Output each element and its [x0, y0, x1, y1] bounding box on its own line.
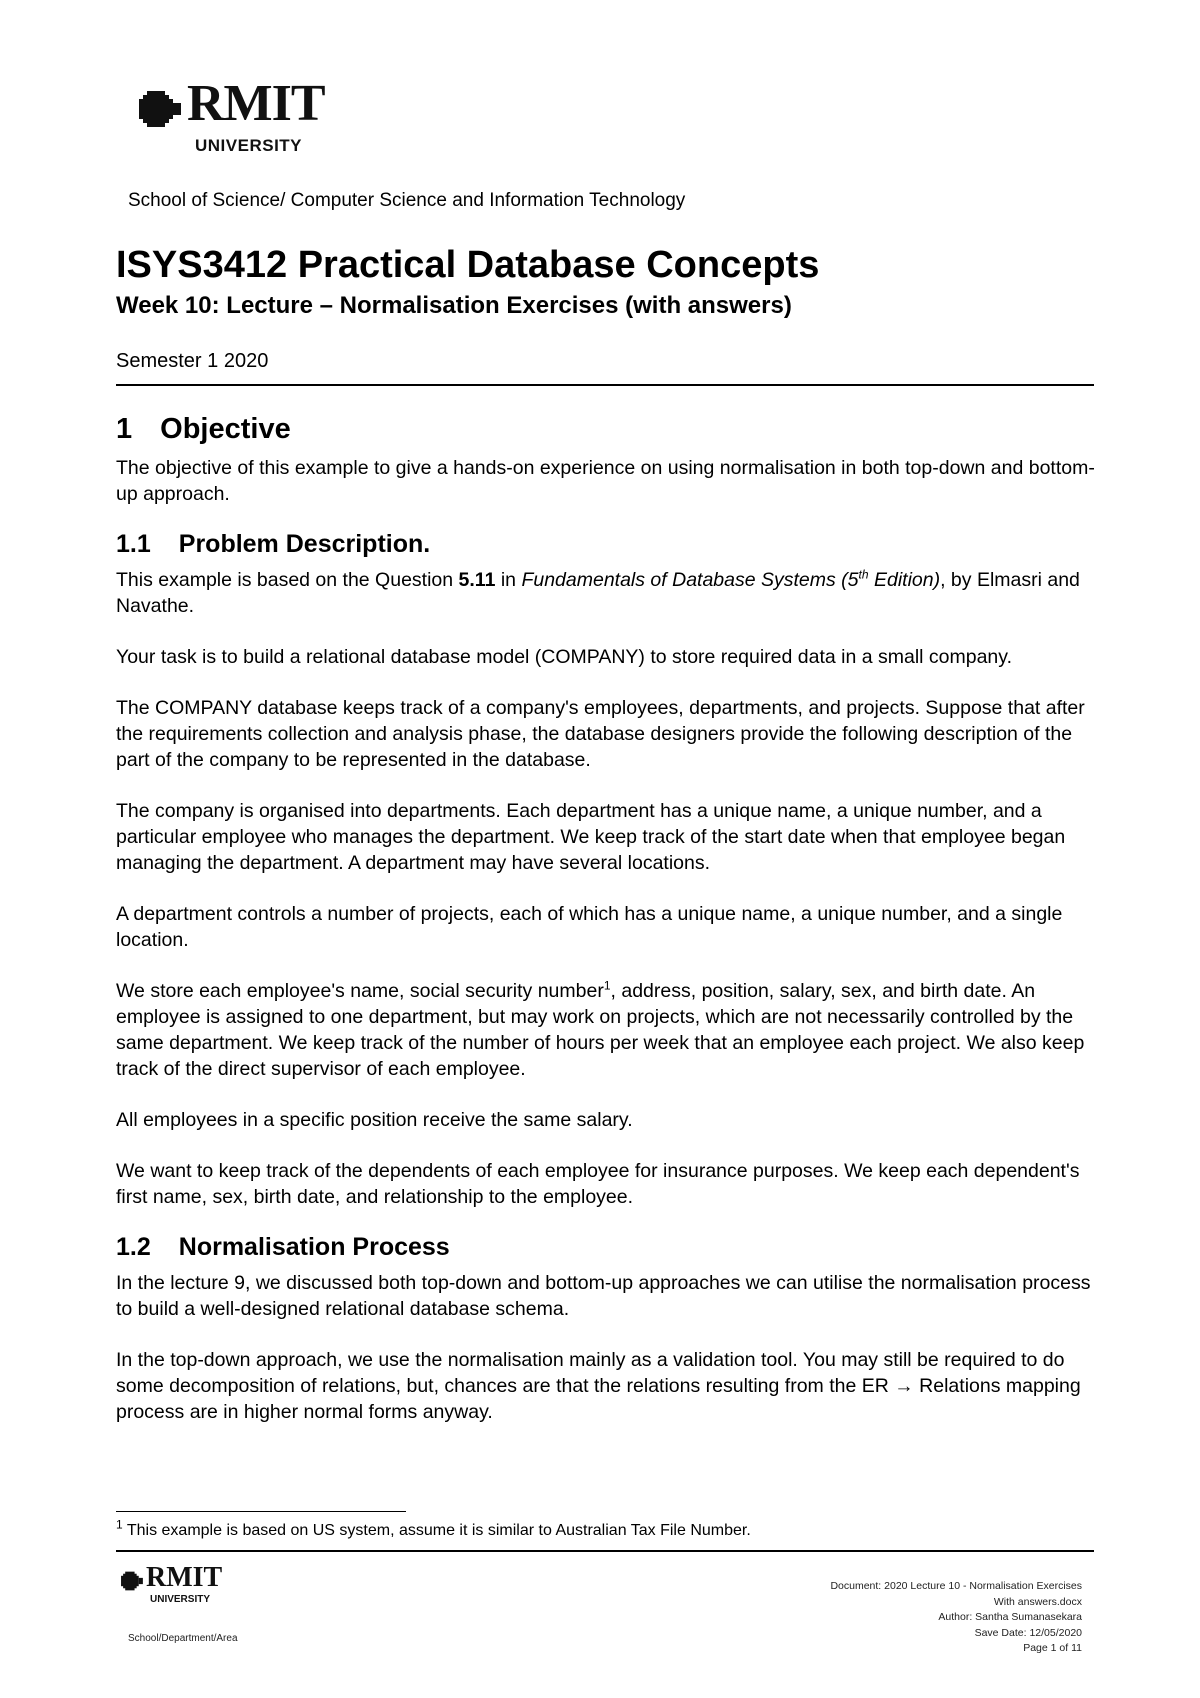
header-divider	[116, 384, 1094, 386]
lecture-subtitle: Week 10: Lecture – Normalisation Exercises (with answers)	[116, 292, 792, 319]
footnote	[116, 1517, 751, 1540]
text-run: , address, position, salary, sex, and birth date. An employee is assigned to one department, but may work on projects, which are not necessarily controlled by the same department. We keep track of the number of hours per week that an employee each project. We also keep track of the direct supervisor of each employee.	[116, 979, 1085, 1080]
section-number: 1	[116, 413, 133, 445]
text-run: In the top-down approach, we use the normalisation mainly as a validation tool. You may still be required to do some decomposition of relations, but, chances are that the relations resulting from the ER	[116, 1348, 1065, 1397]
footer-save-date: Save Date: 12/05/2020	[974, 1626, 1082, 1639]
footer-rmit-logo	[120, 1562, 260, 1618]
rmit-logo	[137, 75, 377, 156]
school-name: School of Science/ Computer Science and Information Technology	[128, 190, 686, 211]
logo-subtitle: UNIVERSITY	[195, 136, 303, 155]
problem-paragraph-source	[116, 567, 1096, 619]
footer-divider	[116, 1550, 1094, 1552]
semester-label: Semester 1 2020	[116, 350, 269, 372]
text-run: Fundamentals of Database Systems (5	[521, 568, 859, 591]
question-number: 5.11	[458, 568, 496, 591]
footer-department: School/Department/Area	[128, 1633, 238, 1644]
problem-paragraph-departments: The company is organised into departments. Each department has a unique name, a unique number, and a particular employee who manages the department. We keep track of the start date when that employee began managing the department. A department may have several locations.	[116, 799, 1066, 874]
process-paragraph-topdown	[116, 1347, 1096, 1425]
footer-page-number: Page 1 of 11	[1023, 1642, 1082, 1654]
footer-logo-wordmark: RMIT	[146, 1562, 223, 1593]
text-run: Edition)	[868, 568, 941, 591]
logo-wordmark: RMIT	[187, 75, 325, 132]
section-number: 1.1	[116, 529, 151, 558]
footnote-text: This example is based on US system, assume it is similar to Australian Tax File Number.	[122, 1522, 751, 1539]
problem-paragraph-salary: All employees in a specific position receive the same salary.	[116, 1108, 633, 1131]
section-number: 1.2	[116, 1232, 151, 1261]
footer-logo-subtitle: UNIVERSITY	[150, 1594, 211, 1605]
text-run: Relations mapping process are in higher normal forms anyway.	[116, 1374, 1081, 1423]
text-run: in	[495, 568, 522, 591]
text-run: This example is based on the Question	[116, 568, 459, 591]
footer-document-name: Document: 2020 Lecture 10 - Normalisation Exercises	[830, 1580, 1082, 1592]
section-title: Problem Description.	[178, 529, 431, 558]
rmit-pixel-mark-icon	[137, 89, 187, 129]
document-body	[116, 412, 1096, 1425]
problem-paragraph-task: Your task is to build a relational database model (COMPANY) to store required data in a small company.	[116, 645, 1013, 668]
text-run: , by Elmasri and Navathe.	[116, 568, 1080, 617]
section-problem-heading	[116, 529, 1096, 559]
problem-paragraph-employees	[116, 978, 1096, 1082]
right-arrow-icon: →	[894, 1374, 914, 1397]
footer-document-info	[830, 1579, 1082, 1657]
superscript: th	[858, 567, 869, 582]
course-title: ISYS3412 Practical Database Concepts	[116, 244, 820, 286]
rmit-pixel-mark-icon	[120, 1570, 146, 1592]
section-objective-heading	[116, 412, 1096, 447]
footnote-marker: 1	[116, 1517, 123, 1532]
objective-paragraph: The objective of this example to give a hands-on experience on using normalisation in both top-down and bottom-up approach.	[116, 456, 1095, 505]
problem-paragraph-company: The COMPANY database keeps track of a company's employees, departments, and projects. Suppose that after the requirements collection and analysis phase, the database designers provide the following description of the part of the company to be represented in the database.	[116, 696, 1085, 771]
section-title: Objective	[160, 413, 291, 445]
footer-document-name-cont: With answers.docx	[993, 1595, 1082, 1608]
section-process-heading	[116, 1232, 1096, 1262]
problem-paragraph-dependents: We want to keep track of the dependents of each employee for insurance purposes. We keep each dependent's first name, sex, birth date, and relationship to the employee.	[116, 1159, 1080, 1208]
footnote-divider	[116, 1511, 406, 1512]
text-run: We store each employee's name, social security number	[116, 979, 604, 1002]
book-title	[521, 569, 940, 591]
section-title: Normalisation Process	[178, 1232, 450, 1261]
footer-author: Author: Santha Sumanasekara	[938, 1611, 1082, 1623]
footnote-reference[interactable]: 1	[603, 978, 611, 993]
problem-paragraph-projects: A department controls a number of projects, each of which has a unique name, a unique number, and a single location.	[116, 902, 1063, 951]
process-paragraph-approaches: In the lecture 9, we discussed both top-down and bottom-up approaches we can utilise the normalisation process to build a well-designed relational database schema.	[116, 1271, 1091, 1320]
